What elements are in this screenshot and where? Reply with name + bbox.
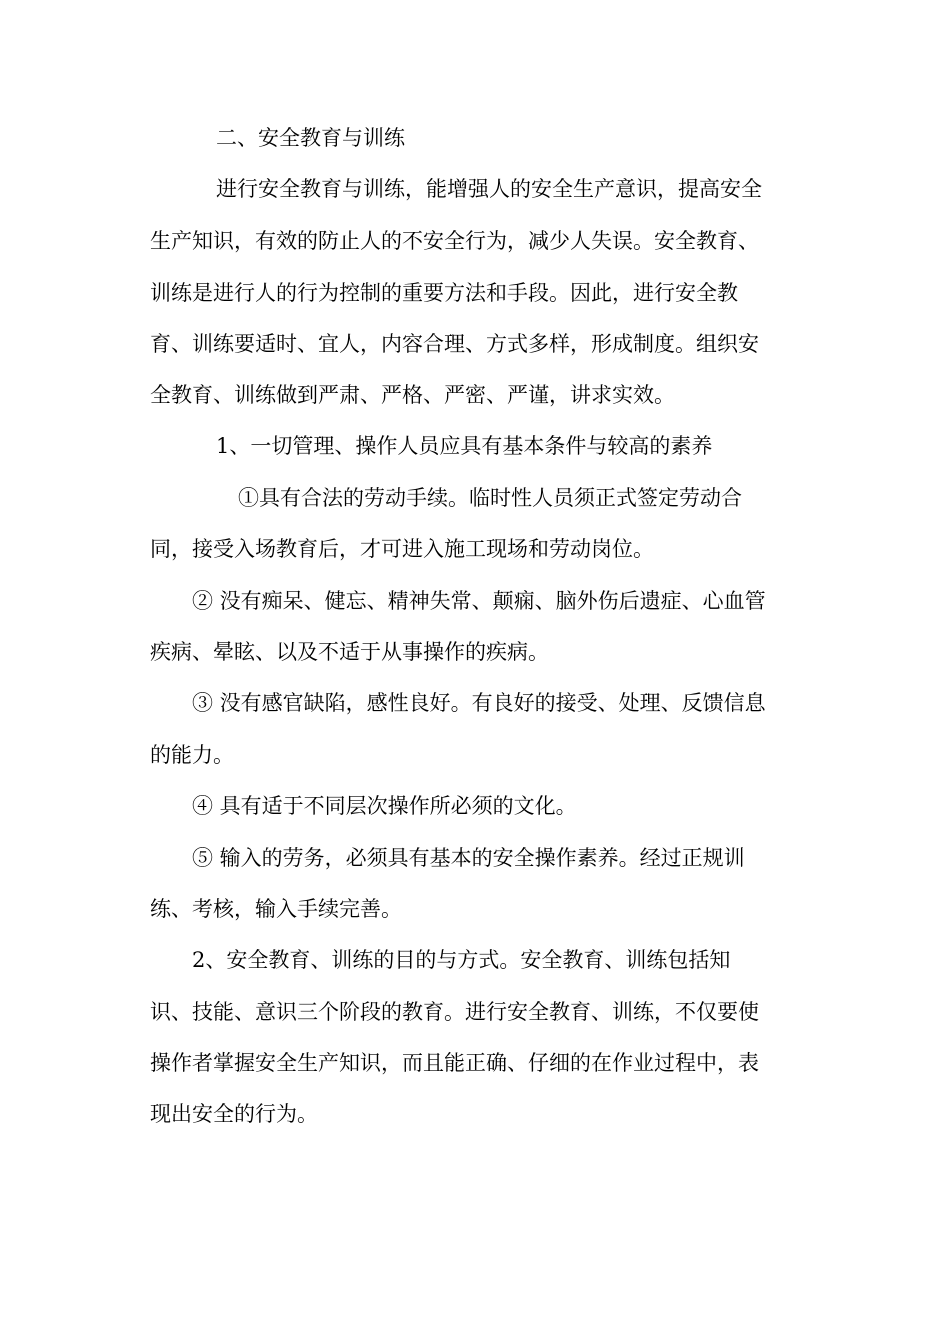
paragraph-line: 育、训练要适时、宜人，内容合理、方式多样，形成制度。组织安 <box>150 332 759 356</box>
paragraph-line: 全教育、训练做到严肃、严格、严密、严谨，讲求实效。 <box>150 383 675 407</box>
paragraph-line: ⑤ 输入的劳务，必须具有基本的安全操作素养。经过正规训 <box>192 846 745 870</box>
paragraph-line: 操作者掌握安全生产知识，而且能正确、仔细的在作业过程中，表 <box>150 1051 759 1075</box>
paragraph-line: 疾病、晕眩、以及不适于从事操作的疾病。 <box>150 640 549 664</box>
paragraph-line: ② 没有痴呆、健忘、精神失常、颠痫、脑外伤后遗症、心血管 <box>192 589 766 613</box>
paragraph-line: 生产知识，有效的防止人的不安全行为，减少人失误。安全教育、 <box>150 229 759 253</box>
paragraph-line: ③ 没有感官缺陷，感性良好。有良好的接受、处理、反馈信息 <box>192 691 766 715</box>
paragraph-line: ④ 具有适于不同层次操作所必须的文化。 <box>192 794 577 818</box>
section-heading: 二、安全教育与训练 <box>216 126 405 150</box>
paragraph-line: 的能力。 <box>150 743 234 767</box>
paragraph-line: 同，接受入场教育后，才可进入施工现场和劳动岗位。 <box>150 537 654 561</box>
item-heading: 1、一切管理、操作人员应具有基本条件与较高的素养 <box>216 434 713 458</box>
paragraph-line: 识、技能、意识三个阶段的教育。进行安全教育、训练，不仅要使 <box>150 1000 759 1024</box>
paragraph-line: 进行安全教育与训练，能增强人的安全生产意识，提高安全 <box>216 177 762 201</box>
paragraph-line: 现出安全的行为。 <box>150 1102 318 1126</box>
paragraph-line: 练、考核，输入手续完善。 <box>150 897 402 921</box>
paragraph-line: ①具有合法的劳动手续。临时性人员须正式签定劳动合 <box>238 486 742 510</box>
paragraph-line: 训练是进行人的行为控制的重要方法和手段。因此，进行安全教 <box>150 281 738 305</box>
paragraph-line: 2、安全教育、训练的目的与方式。安全教育、训练包括知 <box>192 948 731 972</box>
